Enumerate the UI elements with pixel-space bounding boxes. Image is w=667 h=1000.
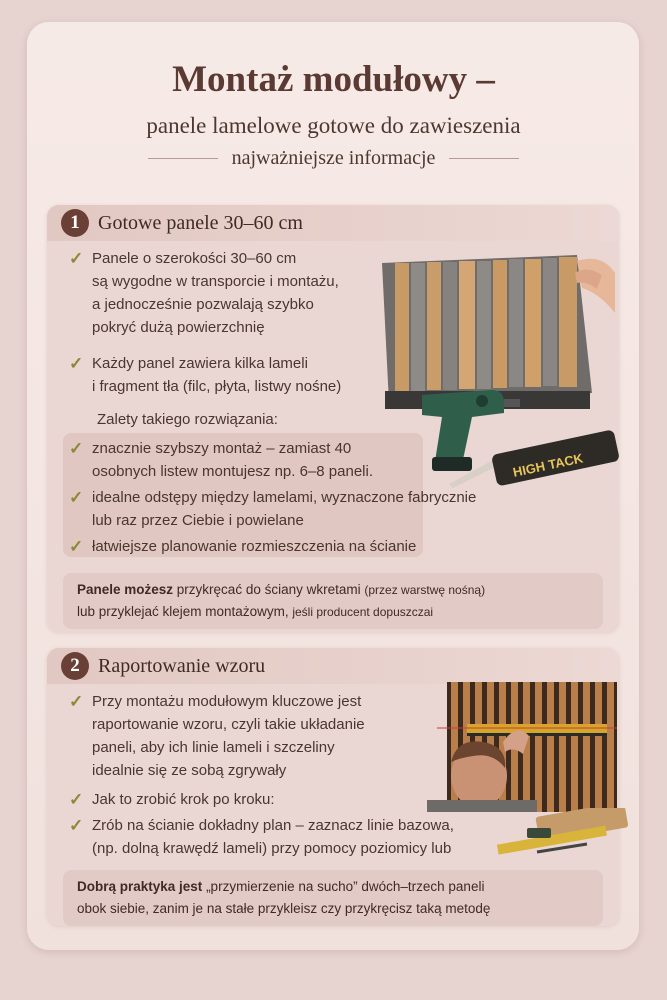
text-line: i fragment tła (filc, płyta, listwy nośne) [92, 378, 342, 395]
dry-fit-note [63, 870, 603, 926]
section-pattern-matching [47, 648, 619, 926]
text-line: idealnie się ze sobą zgrywały [92, 762, 287, 779]
advantages-label: Zalety takiego rozwiązania: [97, 411, 278, 428]
cartridge-label: HIGH TACK [511, 450, 585, 480]
check-icon: ✓ [69, 537, 84, 556]
text-line: idealne odstępy między lamelami, wyznaczone fabrycznie [92, 489, 477, 506]
bullet-panel-contents [69, 352, 341, 398]
note-text: „przymierzenie na sucho” dwóch–trzech paneli [202, 879, 485, 894]
check-icon: ✓ [69, 790, 84, 809]
section-number-badge: 2 [61, 652, 89, 680]
advantage-faster-install [69, 437, 373, 483]
check-icon: ✓ [69, 488, 84, 507]
wall-level-illustration [407, 682, 617, 812]
note-text: lub przyklejać klejem montażowym, [77, 604, 293, 619]
text-line: Jak to zrobić krok po kroku: [92, 791, 275, 808]
divider-right [449, 158, 519, 159]
text-line: lub raz przez Ciebie i powielane [92, 512, 304, 529]
glue-cartridge-illustration [447, 430, 622, 490]
text-line: pokryć dużą powierzchnię [92, 319, 265, 336]
check-icon: ✓ [69, 249, 84, 268]
text-line: raportowanie wzoru, czyli takie układanie [92, 716, 365, 733]
section-header [47, 648, 619, 684]
note-text: obok siebie, zanim je na stałe przykleisz czy przykręcisz taką metodę [77, 901, 491, 916]
note-text: przykręcać do ściany wkretami [173, 582, 365, 597]
advantage-ideal-spacing [69, 486, 476, 532]
text-line: Panele o szerokości 30–60 cm [92, 250, 297, 267]
text-line: osobnych listew montujesz np. 6–8 paneli. [92, 463, 374, 480]
section-number-badge: 1 [61, 209, 89, 237]
check-icon: ✓ [69, 692, 84, 711]
check-icon: ✓ [69, 816, 84, 835]
text-line: paneli, aby ich linie lameli i szczeliny [92, 739, 335, 756]
text-line: znacznie szybszy montaż – zamiast 40 [92, 440, 352, 457]
text-line: Każdy panel zawiera kilka lameli [92, 355, 308, 372]
note-small: jeśli producent dopuszczai [292, 605, 434, 619]
text-line: Przy montażu modułowym kluczowe jest [92, 693, 362, 710]
page-title: Montaż modułowy – [172, 59, 495, 100]
note-bold: Dobrą praktyka jest [77, 879, 203, 894]
divider-left [148, 158, 218, 159]
bullet-panel-width [69, 247, 339, 339]
tagline: najważniejsze informacje [231, 147, 436, 169]
text-line: Zrób na ścianie dokładny plan – zaznacz linie bazowa, [92, 817, 454, 834]
bullet-pattern-definition [69, 690, 365, 782]
text-line: (np. dolną krawędź lameli) przy pomocy poziomicy lub [92, 840, 452, 857]
check-icon: ✓ [69, 439, 84, 458]
advantage-easier-planning [69, 535, 416, 558]
text-line: a jednocześnie pozwalają szybko [92, 296, 314, 313]
check-icon: ✓ [69, 354, 84, 373]
note-bold: Panele możesz [77, 582, 174, 597]
section-header [47, 205, 619, 241]
tagline-row [0, 147, 667, 170]
bullet-how-to [69, 788, 275, 811]
section-ready-panels [47, 205, 619, 632]
mounting-note [63, 573, 603, 629]
section-title: Raportowanie wzoru [98, 654, 266, 677]
note-small: (przez warstwę nośną) [364, 583, 486, 597]
bullet-plan-on-wall [69, 814, 454, 860]
page-subtitle: panele lamelowe gotowe do zawieszenia [146, 113, 521, 138]
text-line: są wygodne w transporcie i montażu, [92, 273, 339, 290]
marking-tools-illustration [477, 808, 637, 868]
text-line: łatwiejsze planowanie rozmieszczenia na ścianie [92, 538, 417, 555]
section-title: Gotowe panele 30–60 cm [98, 211, 303, 234]
